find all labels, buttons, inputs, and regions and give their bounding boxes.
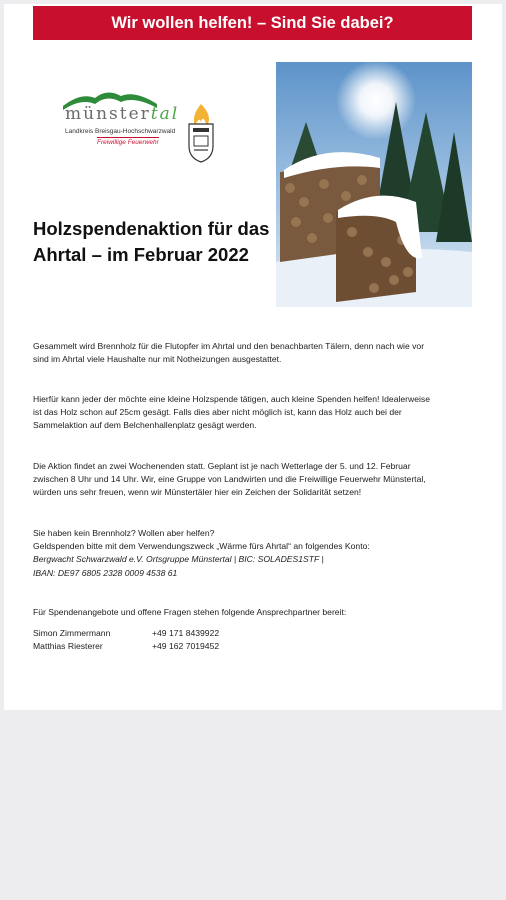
contact-name: Simon Zimmermann: [33, 628, 111, 638]
muenstertal-logo: [59, 82, 219, 172]
header-banner: Wir wollen helfen! – Sind Sie dabei?: [33, 6, 472, 40]
contact-phone[interactable]: +49 162 7019452: [152, 641, 220, 652]
logo-subtitle: Landkreis Breisgau-Hochschwarzwald: [65, 128, 176, 135]
logo-wordmark: münstertal: [65, 104, 180, 124]
paragraph-donation: Hierfür kann jeder der möchte eine kleine Holzspende tätigen, auch kleine Spenden helfen! Idealerweise ist das Holz schon auf 25cm gesägt. Falls dies aber nicht möglich ist, kann das Holz auch bei der Sammelaktion auf dem Belchenhallenplatz gesägt werden.: [33, 394, 430, 431]
fire-brigade-crest-icon: [185, 102, 217, 164]
paragraph-collection: Gesammelt wird Brennholz für die Flutopfer im Ahrtal und den benachbarten Tälern, denn nach wie vor sind im Ahrtal viele Haushalte nur mit Notheizungen ausgestattet.: [33, 341, 425, 365]
logo-department: Freiwillige Feuerwehr: [97, 139, 159, 146]
contact-list: [33, 627, 219, 654]
contact-row: [33, 640, 219, 653]
contact-name: Matthias Riesterer: [33, 641, 103, 652]
firewood-snow-photo: [276, 62, 472, 307]
page-title: Holzspendenaktion für das Ahrtal – im Februar 2022: [33, 218, 270, 265]
contact-phone[interactable]: +49 171 8439922: [152, 628, 220, 638]
flyer-page: [4, 4, 502, 710]
paragraph-contact-intro: Für Spendenangebote und offene Fragen stehen folgende Ansprechpartner bereit:: [33, 607, 347, 617]
bank-account-info: Bergwacht Schwarzwald e.V. Ortsgruppe Münstertal | BIC: SOLADES1STF | IBAN: DE97 6805 2328 0009 4538 61: [33, 554, 324, 578]
contact-row: [33, 627, 219, 640]
paragraph-dates: Die Aktion findet an zwei Wochenenden statt. Geplant ist je nach Wetterlage der 5. und 12. Februar zwischen 8 Uhr und 14 Uhr. Wir, eine Gruppe von Landwirten und die Freiwillige Feuerwehr Münstertal, würden uns sehr freuen, wenn wir Münstertäler hier ein Zeichen der Solidarität setzen!: [33, 461, 426, 498]
paragraph-money-donation: Sie haben kein Brennholz? Wollen aber helfen? Geldspenden bitte mit dem Verwendungszweck „Wärme fürs Ahrtal“ an folgendes Konto: Bergwacht Schwarzwald e.V. Ortsgruppe Münstertal | BIC: SOLADES1STF | IBAN: DE97 6805 2328 0009 4538 61: [33, 527, 473, 580]
